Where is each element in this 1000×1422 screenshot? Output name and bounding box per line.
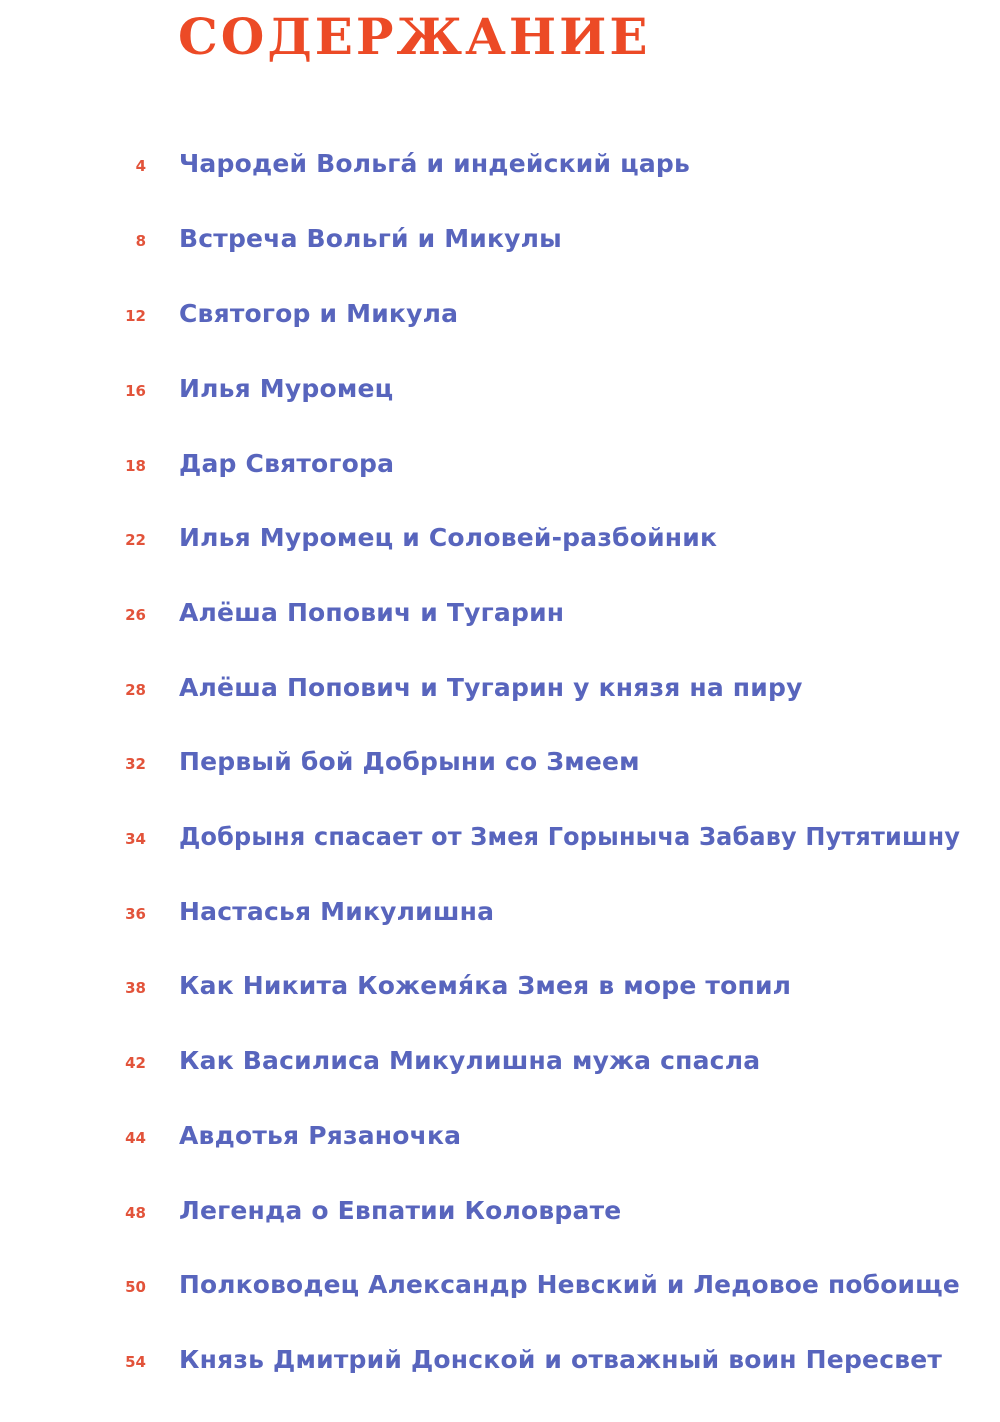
page-number: 42 <box>125 1054 146 1072</box>
entry-title: Алёша Попович и Тугарин у князя на пиру <box>179 673 803 702</box>
toc-entry[interactable] <box>0 888 1000 928</box>
entry-title: Дар Святогора <box>179 449 395 478</box>
page-number: 18 <box>125 457 146 475</box>
page-title: СОДЕРЖАНИЕ <box>178 7 651 66</box>
toc-entry[interactable] <box>0 1187 1000 1227</box>
toc-entry[interactable] <box>0 813 1000 853</box>
toc-entry[interactable] <box>0 514 1000 554</box>
toc-entry[interactable] <box>0 1112 1000 1152</box>
page-number: 22 <box>125 531 146 549</box>
toc-entry[interactable] <box>0 962 1000 1002</box>
entry-title: Встреча Вольги́ и Микулы <box>179 224 562 253</box>
page-number: 48 <box>125 1204 146 1222</box>
entry-title: Святогор и Микула <box>179 299 459 328</box>
toc-entry[interactable] <box>0 365 1000 405</box>
entry-title: Как Василиса Микулишна мужа спасла <box>179 1046 761 1075</box>
toc-entry[interactable] <box>0 215 1000 255</box>
toc-entry[interactable] <box>0 440 1000 480</box>
toc-entry[interactable] <box>0 140 1000 180</box>
entry-title: Чародей Вольга́ и индейский царь <box>179 149 690 178</box>
page-number: 54 <box>125 1353 146 1371</box>
page-number: 50 <box>125 1278 146 1296</box>
page-number: 16 <box>125 382 146 400</box>
entry-title: Полководец Александр Невский и Ледовое побоище <box>179 1270 960 1299</box>
page-number: 36 <box>125 905 146 923</box>
toc-entry[interactable] <box>0 589 1000 629</box>
page-number: 26 <box>125 606 146 624</box>
page-number: 32 <box>125 755 146 773</box>
entry-title: Первый бой Добрыни со Змеем <box>179 747 640 776</box>
toc-entry[interactable] <box>0 1037 1000 1077</box>
entry-title: Илья Муромец и Соловей-разбойник <box>179 523 718 552</box>
page-number: 38 <box>125 979 146 997</box>
toc-entry[interactable] <box>0 738 1000 778</box>
page-number: 34 <box>125 830 146 848</box>
entry-title: Как Никита Кожемя́ка Змея в море топил <box>179 971 792 1000</box>
toc-entry[interactable] <box>0 1261 1000 1301</box>
entry-title: Добрыня спасает от Змея Горыныча Забаву Путятишну <box>179 822 961 851</box>
page-number: 8 <box>135 232 146 250</box>
entry-title: Алёша Попович и Тугарин <box>179 598 565 627</box>
entry-title: Настасья Микулишна <box>179 897 495 926</box>
entry-title: Илья Муромец <box>179 374 394 403</box>
toc-entry[interactable] <box>0 1336 1000 1376</box>
page-number: 44 <box>125 1129 146 1147</box>
entry-title: Легенда о Евпатии Коловрате <box>179 1196 622 1225</box>
page-number: 12 <box>125 307 146 325</box>
page-number: 28 <box>125 681 146 699</box>
page-number: 4 <box>135 157 146 175</box>
entry-title: Авдотья Рязаночка <box>179 1121 462 1150</box>
toc-entry[interactable] <box>0 290 1000 330</box>
toc-entry[interactable] <box>0 664 1000 704</box>
entry-title: Князь Дмитрий Донской и отважный воин Пересвет <box>179 1345 943 1374</box>
